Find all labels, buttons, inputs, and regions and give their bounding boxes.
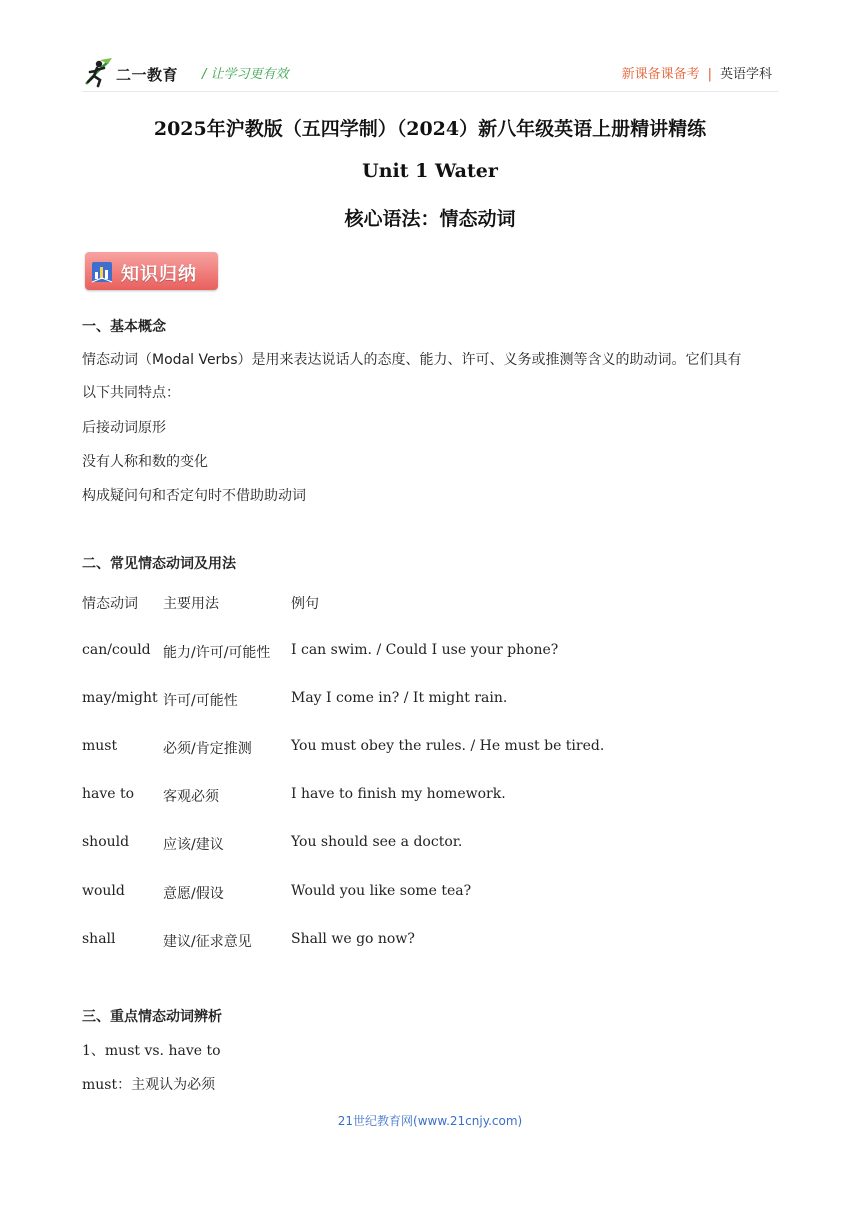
feature-item: 后接动词原形 bbox=[82, 420, 166, 436]
modal-usage: 客观必须 bbox=[163, 789, 219, 805]
unit-title: Unit 1 Water bbox=[362, 160, 498, 182]
book-chart-icon bbox=[90, 258, 114, 284]
logo-text: 二一教育 bbox=[116, 66, 179, 84]
table-row bbox=[82, 690, 772, 712]
modal-verb: shall bbox=[82, 931, 116, 947]
modal-example: You should see a doctor. bbox=[291, 834, 463, 850]
table-row bbox=[82, 931, 772, 953]
table-row bbox=[82, 883, 772, 905]
column-header-modal: 情态动词 bbox=[82, 596, 138, 612]
page-header bbox=[82, 54, 778, 94]
intro-paragraph-line-2: 以下共同特点： bbox=[82, 385, 180, 401]
feature-item: 构成疑问句和否定句时不借助助动词 bbox=[82, 488, 306, 504]
column-header-example: 例句 bbox=[291, 596, 319, 612]
section-heading-basic-concept: 一、基本概念 bbox=[82, 319, 166, 335]
subsection-line: must：主观认为必须 bbox=[82, 1077, 216, 1093]
document-title: 2025年沪教版（五四学制）（2024）新八年级英语上册精讲精练 bbox=[153, 118, 707, 140]
column-header-usage: 主要用法 bbox=[163, 596, 219, 612]
table-row bbox=[82, 834, 772, 856]
table-header-row bbox=[82, 593, 772, 615]
modal-example: I can swim. / Could I use your phone? bbox=[291, 642, 559, 658]
slogan: / 让学习更有效 bbox=[202, 67, 289, 82]
modal-verb: must bbox=[82, 738, 118, 754]
topic-title: 核心语法：情态动词 bbox=[344, 208, 516, 230]
section-heading-common-modals: 二、常见情态动词及用法 bbox=[82, 556, 236, 572]
modal-verb: would bbox=[82, 883, 125, 899]
table-row bbox=[82, 786, 772, 808]
modal-example: You must obey the rules. / He must be tired. bbox=[291, 738, 605, 754]
modal-example: Would you like some tea? bbox=[291, 883, 472, 899]
modal-verb: may/might bbox=[82, 690, 158, 706]
section-heading-key-distinctions: 三、重点情态动词辨析 bbox=[82, 1009, 222, 1025]
modal-verb: can/could bbox=[82, 642, 151, 658]
modal-example: Shall we go now? bbox=[291, 931, 415, 947]
modal-example: I have to finish my homework. bbox=[291, 786, 506, 802]
subsection-title: 1、must vs. have to bbox=[82, 1043, 221, 1059]
header-subject bbox=[622, 63, 772, 82]
table-row bbox=[82, 738, 772, 760]
modal-verb: have to bbox=[82, 786, 135, 802]
badge-label: 知识归纳 bbox=[121, 264, 197, 285]
modal-usage: 许可/可能性 bbox=[163, 693, 238, 709]
modal-usage: 必须/肯定推测 bbox=[163, 741, 252, 757]
intro-paragraph-line-1: 情态动词（Modal Verbs）是用来表达说话人的态度、能力、许可、义务或推测等含义的助动词。它们具有 bbox=[82, 352, 742, 368]
modal-usage: 建议/征求意见 bbox=[163, 934, 252, 950]
header-separator: | bbox=[707, 67, 712, 82]
modal-usage: 应该/建议 bbox=[163, 837, 224, 853]
header-divider bbox=[82, 91, 778, 92]
feature-item: 没有人称和数的变化 bbox=[82, 454, 208, 470]
modal-example: May I come in? / It might rain. bbox=[291, 690, 508, 706]
modal-usage: 意愿/假设 bbox=[163, 886, 224, 902]
knowledge-summary-badge bbox=[85, 252, 218, 290]
modal-usage: 能力/许可/可能性 bbox=[163, 645, 271, 661]
header-subject-label: 英语学科 bbox=[719, 67, 772, 82]
table-row bbox=[82, 642, 772, 664]
modal-verb: should bbox=[82, 834, 130, 850]
page-footer: 21世纪教育网(www.21cnjy.com) bbox=[337, 1114, 523, 1128]
header-course-label: 新课备课备考 bbox=[621, 67, 700, 82]
